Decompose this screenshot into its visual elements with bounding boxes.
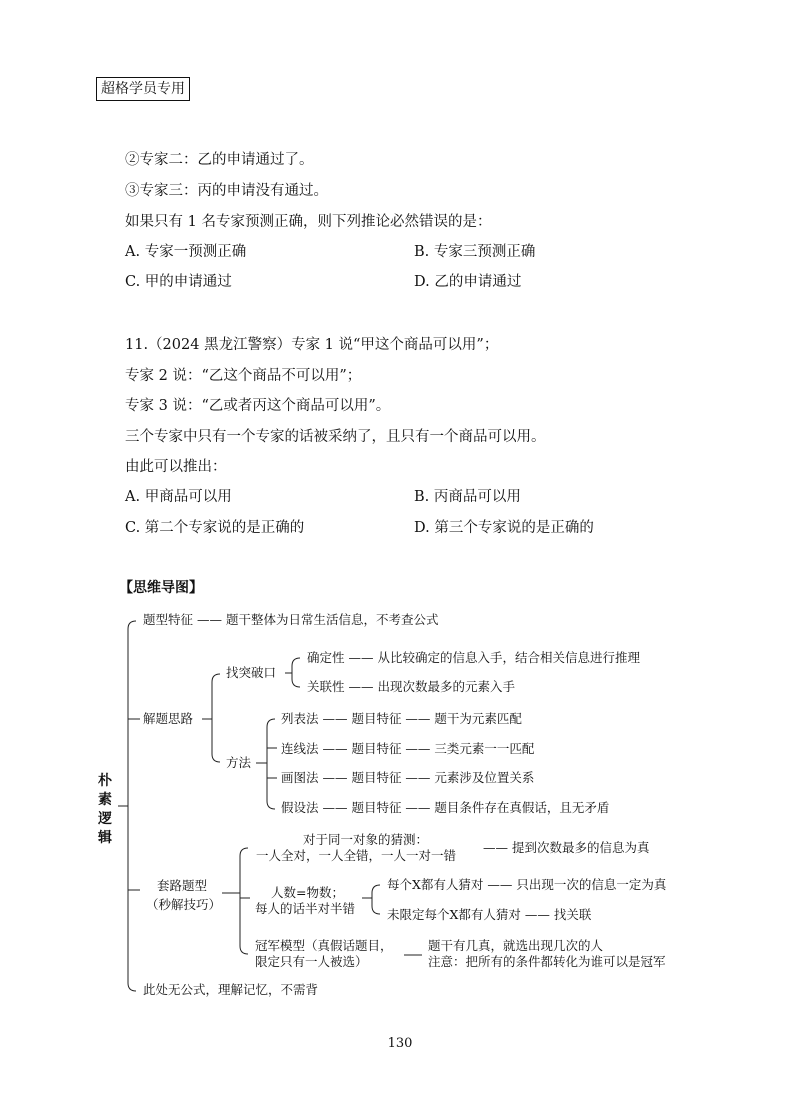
q11-option-c: C. 第二个专家说的是正确的 [125,520,305,536]
node-champion-2: 限定只有一人被选） [255,954,368,969]
q10-option-a: A. 专家一预测正确 [125,244,247,260]
mindmap-heading: 【思维导图】 [119,580,203,596]
node-count-2: 每人的话半对半错 [255,901,356,916]
node-certainty: 确定性 —— 从比较确定的信息入手，结合相关信息进行推理 [307,650,640,665]
node-champion-rule-1: 题干有几真，就选出现几次的人 [428,938,604,953]
node-routine-sub: （秒解技巧） [146,897,222,912]
q11-option-a: A. 甲商品可以用 [125,489,232,505]
node-champion-1: 冠军模型（真假话题目， [255,938,393,953]
q10-expert2: ②专家二：乙的申请通过了。 [125,152,314,168]
q11-stem-3: 专家 3 说：“乙或者丙这个商品可以用”。 [125,398,391,414]
q10-option-d: D. 乙的申请通过 [414,274,522,290]
node-approach: 解题思路 [143,711,194,726]
node-method-draw: 画图法 —— 题目特征 —— 元素涉及位置关系 [281,770,535,785]
q11-option-d: D. 第三个专家说的是正确的 [414,520,594,536]
node-methods: 方法 [226,755,252,770]
q11-option-b: B. 丙商品可以用 [414,489,521,505]
q10-expert3: ③专家三：丙的申请没有通过。 [125,183,328,199]
node-same-object-1: 对于同一对象的猜测： [303,832,429,847]
node-no-formula: 此处无公式，理解记忆，不需背 [143,982,319,997]
mindmap-root: 朴素逻辑 [98,773,112,846]
node-relevance: 关联性 —— 出现次数最多的元素入手 [307,679,515,694]
node-same-object-2: 一人全对，一人全错，一人一对一错 [256,848,457,863]
q10-option-c: C. 甲的申请通过 [125,274,232,290]
node-count-1: 人数=物数； [271,885,344,900]
node-routine: 套路题型 [157,878,208,893]
q10-option-b: B. 专家三预测正确 [414,244,536,260]
node-same-object-result: —— 提到次数最多的信息为真 [483,840,650,855]
node-method-line: 连线法 —— 题目特征 —— 三类元素一一匹配 [281,741,535,756]
node-method-table: 列表法 —— 题目特征 —— 题干为元素匹配 [281,711,522,726]
page-number: 130 [387,1036,413,1051]
header-tag: 超格学员专用 [96,77,190,101]
node-champion-rule-2: 注意：把所有的条件都转化为谁可以是冠军 [428,954,666,969]
q11-stem-2: 专家 2 说：“乙这个商品不可以用”； [125,368,362,384]
node-count-a: 每个X都有人猜对 —— 只出现一次的信息一定为真 [387,877,667,892]
node-breakthrough: 找突破口 [226,665,277,680]
q10-question: 如果只有 1 名专家预测正确，则下列推论必然错误的是： [125,214,492,230]
q11-stem-4: 三个专家中只有一个专家的话被采纳了，且只有一个商品可以用。 [125,429,546,445]
q11-stem-1: 11.（2024 黑龙江警察）专家 1 说“甲这个商品可以用”； [125,337,499,353]
q11-stem-5: 由此可以推出： [125,459,227,475]
node-method-assume: 假设法 —— 题目特征 —— 题目条件存在真假话，且无矛盾 [281,800,610,815]
node-count-b: 未限定每个X都有人猜对 —— 找关联 [387,907,592,922]
node-feature: 题型特征 —— 题干整体为日常生活信息，不考查公式 [143,612,439,627]
